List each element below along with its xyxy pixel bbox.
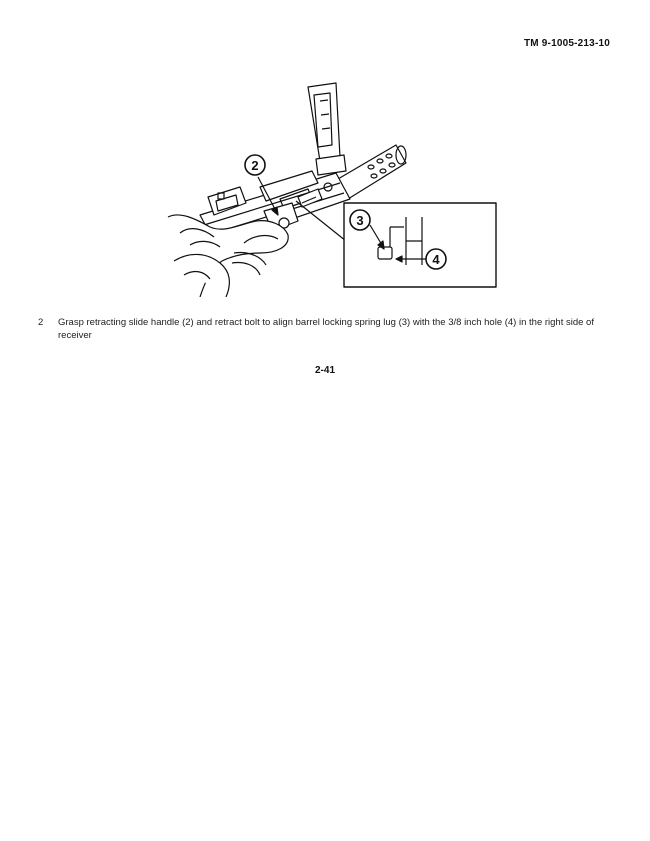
callout-4-label: 4 <box>432 252 440 267</box>
callout-3 <box>350 210 370 230</box>
page-number: 2-41 <box>314 365 335 376</box>
step-text: Grasp retracting slide handle (2) and retract bolt to align barrel locking spring lug (3) with the 3/8 inch hole (4) in the right side of receiver <box>58 317 594 341</box>
callout-3-label: 3 <box>356 213 364 228</box>
callout-2-label: 2 <box>251 158 259 173</box>
instruction-step <box>38 316 612 342</box>
callout-2 <box>245 155 265 175</box>
callout-4 <box>426 249 446 269</box>
step-number: 2 <box>38 317 44 328</box>
weapon-illustration <box>160 75 500 297</box>
document-number: TM 9-1005-213-10 <box>523 38 610 49</box>
